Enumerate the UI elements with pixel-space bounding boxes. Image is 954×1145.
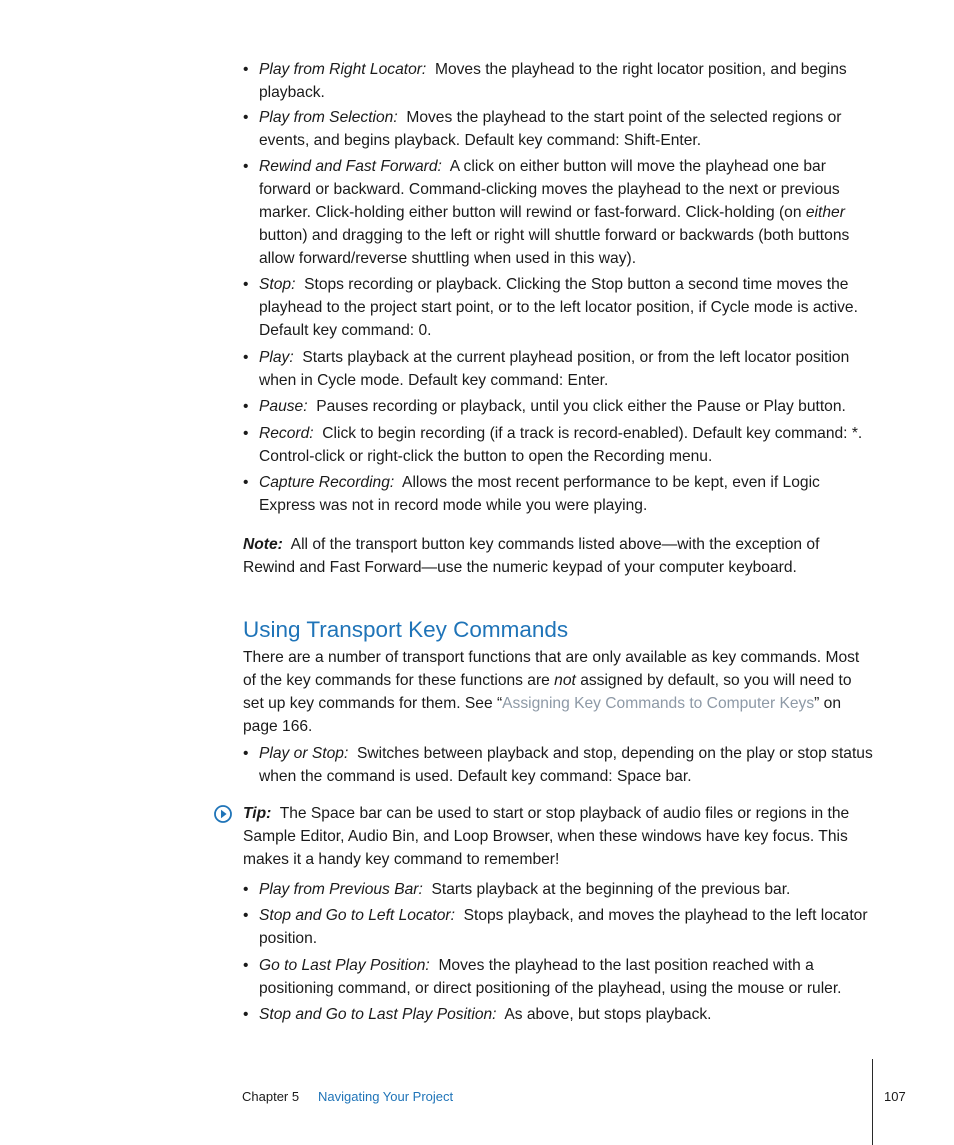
- list-item: [243, 878, 873, 901]
- list-item: [243, 954, 873, 1000]
- section-heading: Using Transport Key Commands: [243, 617, 569, 642]
- tip-lead: Tip:: [243, 805, 272, 822]
- item-emphasis: either: [805, 204, 845, 221]
- intro-text: assigned by default, so you will need to set up key commands for them. See “: [243, 672, 852, 712]
- item-term: Go to Last Play Position:: [259, 957, 430, 974]
- section-intro: [243, 646, 873, 738]
- item-text: Starts playback at the beginning of the previous bar.: [431, 881, 791, 898]
- item-term: Record:: [259, 425, 314, 442]
- item-text: Stops recording or playback. Clicking the Stop button a second time moves the playhead to the project start point, or to the left locator position, if Cycle mode is active. Default key command: 0.: [259, 276, 858, 339]
- item-term: Play:: [259, 349, 294, 366]
- list-item: [243, 106, 873, 152]
- item-term: Play from Previous Bar:: [259, 881, 423, 898]
- cross-reference-link[interactable]: Assigning Key Commands to Computer Keys: [502, 695, 815, 712]
- tip-arrow-icon: [214, 805, 232, 823]
- item-text: Allows the most recent performance to be kept, even if Logic Express was not in record mode while you were playing.: [259, 474, 820, 514]
- item-text: As above, but stops playback.: [504, 1006, 712, 1023]
- item-text: Pauses recording or playback, until you click either the Pause or Play button.: [316, 398, 846, 415]
- item-text: Moves the playhead to the right locator position, and begins playback.: [259, 61, 847, 101]
- list-item: [243, 395, 873, 418]
- item-term: Play from Right Locator:: [259, 61, 427, 78]
- item-text: Stops playback, and moves the playhead to the left locator position.: [259, 907, 868, 947]
- intro-text: ” on page 166.: [243, 695, 842, 735]
- list-item: [243, 273, 873, 342]
- list-item: [243, 346, 873, 392]
- mid-bullet-list: [243, 742, 873, 788]
- item-text: Starts playback at the current playhead position, or from the left locator position when in Cycle mode. Default key command: Enter.: [259, 349, 850, 389]
- item-term: Rewind and Fast Forward:: [259, 158, 442, 175]
- item-term: Play from Selection:: [259, 109, 398, 126]
- tip-text: The Space bar can be used to start or stop playback of audio files or regions in the Sample Editor, Audio Bin, and Loop Browser, when these windows have key focus. This makes it a handy key command to remember!: [243, 805, 850, 868]
- intro-text: There are a number of transport functions that are only available as key commands. Most of the key commands for these functions are: [243, 649, 860, 689]
- list-item: [243, 1003, 873, 1026]
- item-text: Moves the playhead to the start point of the selected regions or events, and begins playback. Default key command: Shift-Enter.: [259, 109, 842, 149]
- footer-divider: [872, 1059, 873, 1145]
- list-item: [243, 155, 873, 270]
- item-term: Stop:: [259, 276, 296, 293]
- list-item: [243, 904, 873, 950]
- item-text: Moves the playhead to the last position reached with a positioning command, or direct positioning of the playhead, using the mouse or ruler.: [259, 957, 842, 997]
- footer-chapter: Chapter 5: [242, 1089, 300, 1104]
- note-lead: Note:: [243, 536, 283, 553]
- list-item: [243, 58, 873, 104]
- item-text: Switches between playback and stop, depending on the play or stop status when the command is used. Default key command: Space bar.: [259, 745, 873, 785]
- top-bullet-list: [243, 58, 873, 517]
- note-paragraph: [243, 533, 873, 579]
- item-term: Capture Recording:: [259, 474, 395, 491]
- footer-chapter-title[interactable]: Navigating Your Project: [318, 1089, 454, 1104]
- list-item: [243, 471, 873, 517]
- item-text: button) and dragging to the left or right will shuttle forward or backwards (both buttons allow forward/reverse shuttling when used in this way).: [259, 227, 850, 267]
- list-item: [243, 422, 873, 468]
- list-item: [243, 742, 873, 788]
- item-term: Pause:: [259, 398, 308, 415]
- item-text: Click to begin recording (if a track is record-enabled). Default key command: *. Control-click or right-click the button to open the Recording menu.: [259, 425, 863, 465]
- item-term: Play or Stop:: [259, 745, 349, 762]
- intro-emphasis: not: [554, 672, 576, 689]
- item-text: A click on either button will move the playhead one bar forward or backward. Command-clicking moves the playhead to the next or previous marker. Click-holding either button will rewind or fast-forward. Click-holding (on: [259, 158, 840, 221]
- tip-paragraph: [243, 802, 873, 871]
- item-term: Stop and Go to Left Locator:: [259, 907, 455, 924]
- note-text: All of the transport button key commands listed above—with the exception of Rewind and Fast Forward—use the numeric keypad of your computer keyboard.: [243, 536, 820, 576]
- item-term: Stop and Go to Last Play Position:: [259, 1006, 497, 1023]
- bottom-bullet-list: [243, 878, 873, 1026]
- page-number: 107: [884, 1089, 906, 1104]
